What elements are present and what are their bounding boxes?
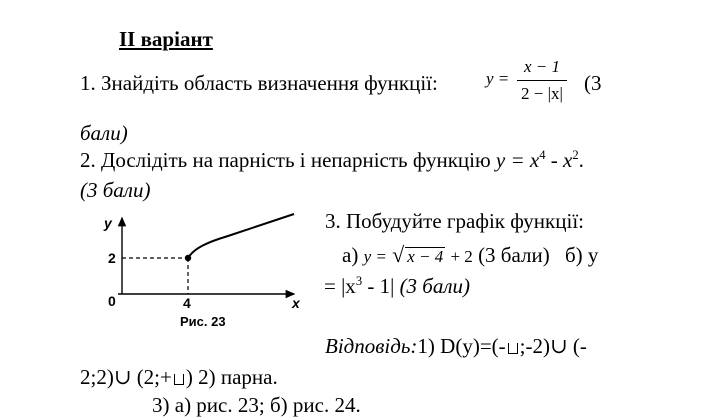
answer-line2c: ) 2) парна. (185, 365, 278, 389)
task2-points: (3 бали) (80, 178, 151, 202)
task1-y-equals: y = (486, 69, 510, 88)
task3-b-eq: = |x (324, 274, 356, 298)
task2-period: . (578, 148, 584, 172)
answer-line3: 3) а) рис. 23; б) рис. 24. (152, 393, 361, 417)
task1-fraction (517, 57, 567, 104)
task2-exp4: 4 (539, 148, 546, 162)
task3-line1: 3. Побудуйте графік функції: (325, 209, 584, 233)
start-point (185, 255, 191, 261)
task1-numerator: x − 1 (523, 57, 560, 76)
task1-points-open: (3 (584, 71, 602, 95)
task2-text-before: 2. Дослідіть на парність і непарність функцію (80, 148, 496, 172)
task2-formula-y: y = x (495, 148, 540, 172)
task3-a (342, 244, 598, 266)
task3-b-rest: - 1| (362, 274, 395, 298)
task1-text: 1. Знайдіть область визначення функції: (80, 71, 438, 95)
y-tick-label: 2 (108, 250, 116, 266)
figure-caption: Рис. 23 (180, 314, 226, 329)
task3-a-y-eq: y = (363, 247, 387, 266)
task3-b-line2 (324, 276, 470, 297)
infinity-placeholder-icon (508, 343, 518, 354)
infinity-placeholder-icon (174, 374, 184, 385)
answer-line1 (325, 336, 587, 357)
task2-exp2: 2 (572, 148, 579, 162)
answer-line2 (80, 367, 278, 388)
answer-line2b: (2;+ (136, 365, 172, 389)
task3-b-exp3: 3 (355, 274, 363, 288)
function-curve (188, 214, 294, 258)
x-axis-label: x (292, 295, 300, 311)
task1-points-close: бали) (80, 121, 128, 145)
figure-23 (98, 206, 310, 334)
page-title: II варіант (119, 27, 213, 51)
task3-b-points: (3 бали) (399, 274, 471, 298)
answer-label: Відповідь: (325, 334, 418, 358)
origin-label: 0 (108, 293, 116, 309)
answer-union-2: ∪ (113, 365, 132, 389)
task3-a-points: (3 бали) (478, 243, 550, 267)
task3-b-label: б) y (564, 243, 599, 267)
answer-union-1: ∪ (549, 334, 568, 358)
answer-part1c: (- (572, 334, 587, 358)
task3-a-label: а) (342, 243, 359, 267)
task2-text (80, 150, 584, 171)
answer-line2a: 2;2) (80, 365, 114, 389)
x-tick-label: 4 (183, 295, 191, 311)
answer-part1: 1) D(y)=(- (417, 334, 506, 358)
task3-a-radicand: x − 4 (407, 247, 444, 266)
task3-a-plus: + 2 (450, 247, 473, 266)
sqrt-icon: √ (392, 242, 405, 267)
y-axis-label: y (104, 215, 112, 231)
task1-denominator: 2 − |x| (517, 80, 567, 104)
answer-part1b: ;-2) (519, 334, 550, 358)
task2-minus: - x (545, 148, 573, 172)
